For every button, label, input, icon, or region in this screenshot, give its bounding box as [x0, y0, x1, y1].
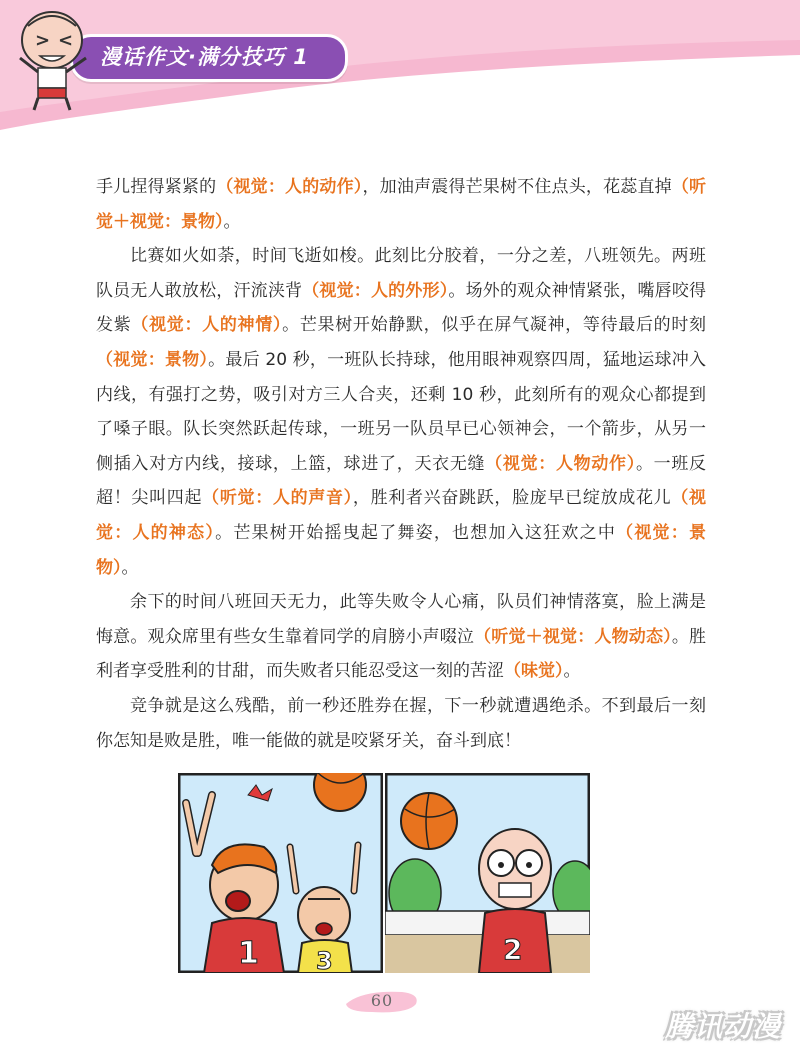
sense-annotation: （视觉：人的神情）: [131, 315, 283, 336]
sense-annotation: （听觉＋视觉：人物动态）: [474, 626, 672, 647]
text-segment: 。最后 20 秒，一班队长持球，他用眼神观察四周，猛地运球冲入内线，有强打之势，吸引对方三人合夹，还剩 10 秒，此刻所有的观众心都提到了嗓子眼。队长突然跃起传球，一班另一队员早已心领神会，一个箭步，从另一侧插入对方内线，接球，上篮，球进了，天衣无缝: [96, 349, 706, 474]
text-segment: 比赛如火如荼，时间飞逝如梭。此刻比分胶着，一分之差，八班领先。两班队员无人敢放松，汗流浃背: [96, 246, 706, 301]
paragraph: [96, 689, 706, 758]
text-segment: 竞争就是这么残酷，前一秒还胜券在握，下一秒就遭遇绝杀。不到最后一刻你怎知是败是胜，唯一能做的就是咬紧牙关，奋斗到底！: [96, 695, 706, 751]
comic-panel-left: [178, 773, 383, 973]
text-segment: 。一班反超！尖叫四起: [96, 453, 707, 509]
svg-text:>: >: [35, 30, 51, 51]
sense-annotation: （视觉：景物）: [96, 522, 707, 578]
jersey-number-two: 2: [503, 933, 523, 966]
sense-annotation: （视觉：人物动作）: [485, 453, 636, 474]
text-segment: 。胜利者享受胜利的甘甜，而失败者只能忍受这一刻的苦涩: [96, 626, 707, 682]
text-segment: 。场外的观众神情紧张，嘴唇咬得发紫: [96, 280, 707, 336]
text-segment: 。芒果树开始静默，似乎在屏气凝神，等待最后的时刻: [282, 315, 707, 336]
text-segment: 。芒果树开始摇曳起了舞姿，也想加入这狂欢之中: [215, 522, 617, 543]
sense-annotation: （视觉：景物）: [96, 349, 209, 370]
text-segment: 余下的时间八班回天无力，此等失败令人心痛，队员们神情落寞，脸上满是悔意。观众席里有些女生靠着同学的肩膀小声啜泣: [96, 592, 706, 647]
svg-text:<: <: [58, 30, 74, 51]
jersey-number-three: 3: [316, 947, 333, 973]
watermark: 腾讯动漫: [664, 1010, 781, 1043]
header-title: 漫话作文·满分技巧 1: [100, 45, 309, 69]
jersey-number-one: 1: [238, 936, 259, 971]
text-segment: 手儿捏得紧紧的: [96, 177, 217, 197]
mascot-illustration: [8, 4, 100, 114]
sense-annotation: （视觉：人的动作）: [216, 177, 363, 197]
text-segment: ，胜利者兴奋跳跃，脸庞早已绽放成花儿: [352, 488, 672, 509]
article-body: [96, 170, 706, 758]
sense-annotation: （味觉）: [504, 661, 564, 682]
comic-panel-right: [385, 773, 590, 973]
page-number: 60: [370, 991, 394, 1010]
paragraph: [96, 585, 706, 689]
sense-annotation: （视觉：人的外形）: [302, 280, 449, 301]
paragraph: [96, 239, 706, 585]
sense-annotation: （听觉：人的声音）: [202, 488, 353, 509]
text-segment: 。: [121, 557, 139, 578]
text-segment: 。: [223, 211, 241, 232]
text-segment: 。: [563, 661, 581, 682]
paragraph: [96, 170, 706, 239]
sense-annotation: （视觉：人的神态）: [96, 488, 707, 543]
sense-annotation: （听觉＋视觉：景物）: [96, 177, 707, 232]
text-segment: ，加油声震得芒果树不住点头，花蕊直掉: [362, 177, 672, 197]
